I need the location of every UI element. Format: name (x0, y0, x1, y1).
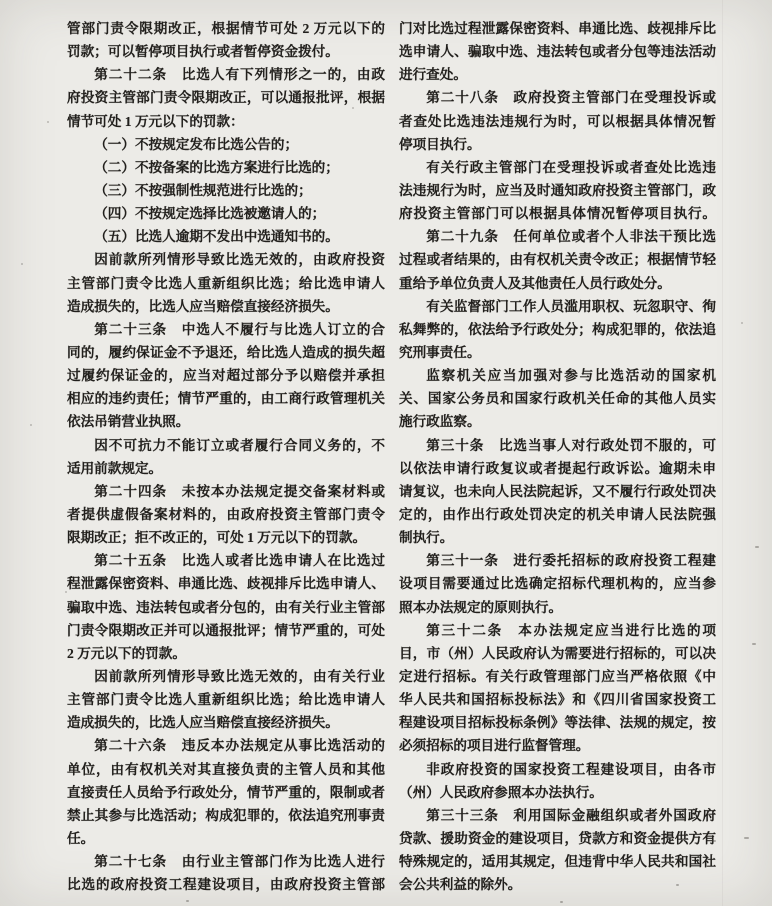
text-line: 第三十三条 利用国际金融组织或者外国政府 (426, 807, 716, 823)
text-line: 关、国家公务员和国家行政机关任命的其他人员实 (399, 391, 716, 407)
text-line: 造成损失的，比选人应当赔偿直接经济损失。 (67, 715, 339, 731)
text-line: 府投资主管部门责令限期改正，可以通报批评，根据 (67, 90, 385, 106)
text-line: 监察机关应当加强对参与比选活动的国家机 (426, 368, 716, 384)
text-line: （三）不按强制性规范进行比选的； (94, 182, 312, 198)
text-line: 程泄露保密资料、串通比选、歧视排斥比选申请人、 (67, 576, 385, 592)
text-line: 施行政监察。 (399, 414, 481, 430)
text-line: 贷款、援助资金的建设项目，贷款方和资金提供方有 (399, 830, 716, 846)
text-line: 私舞弊的，依法给予行政处分；构成犯罪的，依法追 (399, 321, 716, 337)
text-line: 目，市（州）人民政府认为需要进行招标的，可以决 (399, 645, 716, 661)
text-line: 程建设项目招标投标条例》等法律、法规的规定，按 (399, 715, 716, 731)
text-line: 者查处比选违法违规行为时，可以根据具体情况暂 (399, 113, 716, 129)
scan-speckle (741, 322, 743, 324)
text-line: 单位，由有权机关对其直接负责的主管人员和其他 (67, 761, 385, 777)
text-line: 设项目需要通过比选确定招标代理机构的，应当参 (399, 576, 716, 592)
text-line: （二）不按备案的比选方案进行比选的； (94, 159, 339, 175)
text-line: 第二十四条 未按本办法规定提交备案材料或 (94, 483, 385, 499)
text-line: 有关监督部门工作人员滥用职权、玩忽职守、徇 (426, 298, 716, 314)
text-line: 定进行招标。有关行政管理部门应当严格依照《中 (399, 668, 716, 684)
text-line: 适用前款规定。 (67, 460, 163, 476)
text-line: 比选的政府投资工程建设项目，由政府投资主管部 (67, 877, 385, 893)
text-line: 限期改正；拒不改正的，可处 1 万元以下的罚款。 (67, 530, 367, 546)
scan-line-artifact (722, 0, 723, 906)
scan-speckle (755, 546, 759, 548)
text-line: 必须招标的项目进行监督管理。 (399, 738, 590, 754)
text-line: 直接责任人员给予行政处分，情节严重的，限制或者 (67, 784, 385, 800)
text-line: 第三十二条 本办法规定应当进行比选的项 (426, 622, 716, 638)
text-line: 制执行。 (399, 530, 454, 546)
text-line: 府投资主管部门可以根据具体情况暂停项目执行。 (399, 206, 716, 222)
text-line: 骗取中选、违法转包或者分包的，由有关行业主管部 (67, 599, 385, 615)
scan-speckle (186, 900, 189, 902)
text-line: 管部门责令限期改正，根据情节可处 2 万元以下的 (67, 21, 385, 36)
text-line: 相应的违约责任；情节严重的，由工商行政管理机关 (67, 391, 385, 407)
text-line: 主管部门责令比选人重新组织比选；给比选申请人 (67, 275, 385, 291)
text-line: （州）人民政府参照本办法执行。 (399, 784, 603, 800)
text-line: 第二十三条 中选人不履行与比选人订立的合 (94, 321, 385, 337)
scan-speckle (47, 121, 49, 123)
text-line: 选申请人、骗取中选、违法转包或者分包等违法活动 (399, 44, 716, 60)
text-line: 以依法申请行政复议或者提起行政诉讼。逾期未申 (399, 460, 716, 476)
text-line: 第二十九条 任何单位或者个人非法干预比选 (426, 229, 716, 245)
text-line: 第三十条 比选当事人对行政处罚不服的，可 (426, 437, 716, 453)
text-line: 过程或者结果的，由有权机关责令改正；根据情节轻 (399, 252, 716, 268)
text-line: 主管部门责令比选人重新组织比选；给比选申请人 (67, 692, 385, 708)
text-line: 会公共利益的除外。 (399, 877, 522, 893)
text-line: 第二十七条 由行业主管部门作为比选人进行 (94, 854, 385, 870)
text-line: 造成损失的，比选人应当赔偿直接经济损失。 (67, 298, 339, 314)
text-line: 第二十六条 违反本办法规定从事比选活动的 (94, 738, 385, 754)
text-line: （四）不按规定选择比选被邀请人的； (94, 206, 326, 222)
text-line: 重给予单位负责人及其他责任人员行政处分。 (399, 275, 671, 291)
text-column-right (399, 17, 716, 896)
scan-speckle (752, 643, 756, 645)
text-line: 第二十五条 比选人或者比选申请人在比选过 (94, 553, 385, 569)
text-line: 第二十八条 政府投资主管部门在受理投诉或 (426, 90, 716, 106)
text-line: 有关行政主管部门在受理投诉或者查处比选违 (426, 159, 716, 175)
text-line: 禁止其参与比选活动；构成犯罪的，依法追究刑事责 (67, 807, 385, 823)
text-line: 因不可抗力不能订立或者履行合同义务的，不 (94, 437, 385, 453)
text-line: 依法吊销营业执照。 (67, 414, 190, 430)
scan-speckle (352, 107, 354, 109)
text-line: 过履约保证金的，应当对超过部分予以赔偿并承担 (67, 368, 385, 384)
scan-speckle (65, 591, 67, 593)
text-line: 华人民共和国招标投标法》和《四川省国家投资工 (399, 692, 716, 708)
text-line: （一）不按规定发布比选公告的； (94, 136, 299, 152)
scan-speckle (21, 263, 23, 265)
text-line: 请复议，也未向人民法院起诉，又不履行行政处罚决 (399, 483, 716, 499)
text-line: 任。 (67, 830, 95, 846)
scan-speckle (30, 424, 32, 426)
text-line: 2 万元以下的罚款。 (67, 645, 186, 661)
text-line: 进行查处。 (399, 67, 467, 83)
text-line: 第三十一条 进行委托招标的政府投资工程建 (426, 553, 716, 569)
text-column-left (67, 17, 385, 896)
text-line: （五）比选人逾期不发出中选通知书的。 (94, 229, 339, 245)
text-line: 门对比选过程泄露保密资料、串通比选、歧视排斥比 (399, 21, 716, 36)
scan-speckle (712, 840, 716, 842)
text-line: 第二十二条 比选人有下列情形之一的，由政 (94, 67, 385, 83)
scan-speckle (744, 837, 749, 839)
text-line: 非政府投资的国家投资工程建设项目，由各市 (426, 761, 716, 777)
text-line: 因前款所列情形导致比选无效的，由有关行业 (94, 668, 385, 684)
text-line: 因前款所列情形导致比选无效的，由政府投资 (94, 252, 385, 268)
text-line: 法违规行为时，应当及时通知政府投资主管部门，政 (399, 182, 716, 198)
text-line: 特殊规定的，适用其规定，但违背中华人民共和国社 (399, 854, 716, 870)
text-line: 情节可处 1 万元以下的罚款： (67, 113, 244, 129)
scan-speckle (299, 162, 301, 164)
scan-speckle (676, 884, 679, 886)
scan-speckle (560, 901, 563, 903)
text-line: 停项目执行。 (399, 136, 481, 152)
text-line: 照本办法规定的原则执行。 (399, 599, 563, 615)
text-line: 定的，由作出行政处罚决定的机关申请人民法院强 (399, 506, 716, 522)
text-line: 门责令限期改正并可以通报批评；情节严重的，可处 (67, 622, 385, 638)
text-line: 同的，履约保证金不予退还，给比选人造成的损失超 (67, 344, 385, 360)
text-line: 罚款；可以暂停项目执行或者暂停资金拨付。 (67, 44, 339, 60)
text-line: 者提供虚假备案材料的，由政府投资主管部门责令 (67, 506, 385, 522)
text-line: 究刑事责任。 (399, 344, 481, 360)
